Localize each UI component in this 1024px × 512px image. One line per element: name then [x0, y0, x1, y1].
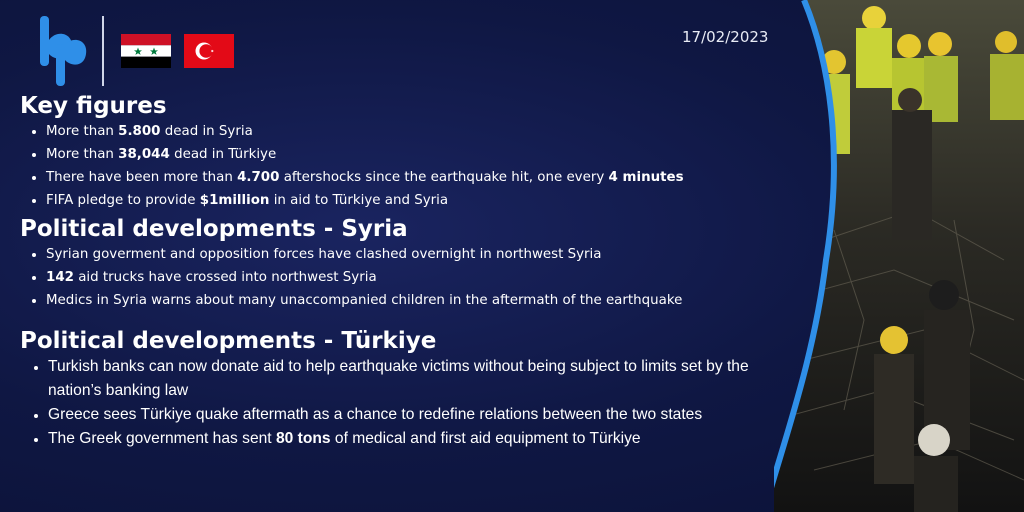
- list-item: • Turkish banks can now donate aid to help earthquake victims without being subject to limits set by the nation’s banking law: [48, 355, 788, 403]
- key-figures-list: [20, 120, 684, 212]
- syria-section: [20, 215, 682, 312]
- syria-flag-icon: [121, 34, 171, 68]
- turkiye-heading: Political developments - Türkiye: [20, 328, 437, 354]
- list-item: • More than 38,044 dead in Türkiye: [46, 143, 684, 166]
- list-item: • There have been more than 4.700 aftershocks since the earthquake hit, one every 4 minutes: [46, 166, 684, 189]
- list-item: • Syrian goverment and opposition forces have clashed overnight in northwest Syria: [46, 243, 682, 266]
- list-item: • 142 aid trucks have crossed into northwest Syria: [46, 266, 682, 289]
- syria-list: [20, 243, 682, 312]
- key-figures-section: [20, 92, 684, 212]
- list-item: • Greece sees Türkiye quake aftermath as a chance to redefine relations between the two states: [48, 403, 788, 427]
- turkiye-section: [20, 327, 788, 451]
- syria-heading: Political developments - Syria: [20, 216, 408, 242]
- list-item: • Medics in Syria warns about many unaccompanied children in the aftermath of the earthquake: [46, 289, 682, 312]
- list-item: • The Greek government has sent 80 tons of medical and first aid equipment to Türkiye: [48, 427, 788, 451]
- list-item: • More than 5.800 dead in Syria: [46, 120, 684, 143]
- bp-logo-icon: [34, 14, 90, 88]
- date-label: 17/02/2023: [682, 28, 769, 46]
- turkiye-list: [20, 355, 788, 451]
- key-figures-heading: Key figures: [20, 93, 167, 119]
- rescue-workers-photo: [774, 0, 1024, 512]
- list-item: • FIFA pledge to provide $1million in aid to Türkiye and Syria: [46, 189, 684, 212]
- turkey-flag-icon: [184, 34, 234, 68]
- header-divider: [102, 16, 104, 86]
